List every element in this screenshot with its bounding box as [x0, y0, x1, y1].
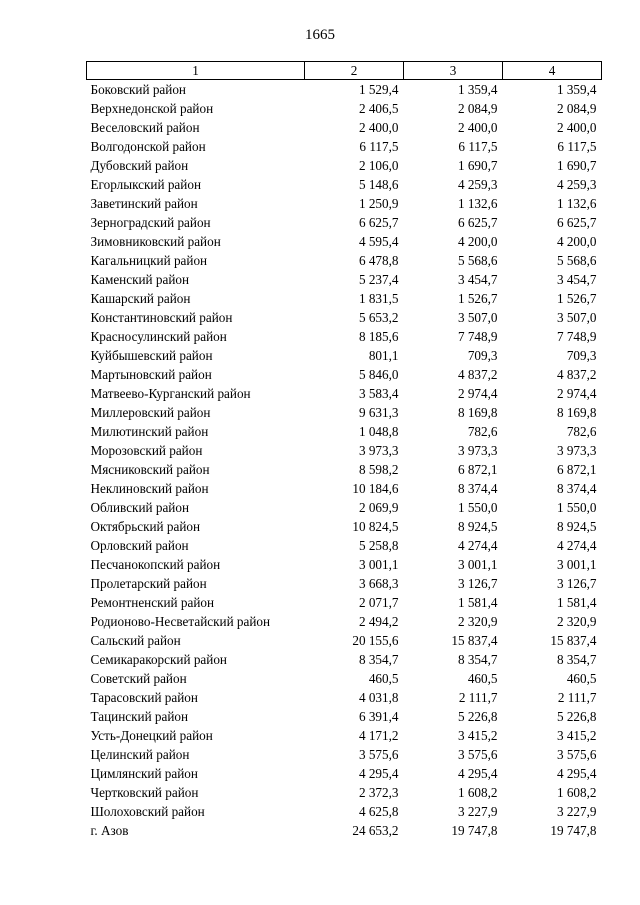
value-cell-col2: 2 406,5 — [358, 101, 399, 116]
value-cell-col2: 8 354,7 — [358, 652, 399, 667]
table-row — [87, 270, 602, 289]
value-cell-col3: 8 374,4 — [457, 481, 498, 496]
table-row — [87, 308, 602, 327]
value-cell-col2: 20 155,6 — [352, 633, 399, 648]
district-name-cell: Орловский район — [90, 538, 189, 553]
column-header: 2 — [305, 62, 404, 80]
district-name-cell: Верхнедонской район — [90, 101, 214, 116]
value-cell-col2: 2 494,2 — [358, 614, 399, 629]
value-cell-col2: 6 117,5 — [359, 139, 399, 154]
district-name-cell: Цимлянский район — [90, 766, 198, 781]
district-name-cell: Усть-Донецкий район — [90, 728, 213, 743]
table-row — [87, 574, 602, 593]
value-cell-col2: 3 668,3 — [358, 576, 399, 591]
value-cell-col3: 1 690,7 — [457, 158, 498, 173]
table-row — [87, 156, 602, 175]
page-number: 1665 — [305, 27, 335, 43]
table-row — [87, 289, 602, 308]
column-header: 3 — [404, 62, 503, 80]
value-cell-col3: 3 454,7 — [457, 272, 498, 287]
table-row — [87, 251, 602, 270]
value-cell-col3: 6 625,7 — [457, 215, 498, 230]
value-cell-col4: 1 581,4 — [556, 595, 597, 610]
table-row — [87, 517, 602, 536]
value-cell-col2: 10 824,5 — [352, 519, 399, 534]
value-cell-col2: 2 400,0 — [358, 120, 399, 135]
value-cell-col2: 3 973,3 — [358, 443, 399, 458]
value-cell-col3: 3 126,7 — [457, 576, 498, 591]
value-cell-col4: 8 374,4 — [556, 481, 597, 496]
value-cell-col4: 3 973,3 — [556, 443, 597, 458]
district-name-cell: Куйбышевский район — [90, 348, 213, 363]
value-cell-col4: 4 295,4 — [556, 766, 597, 781]
value-cell-col2: 1 250,9 — [358, 196, 399, 211]
value-cell-col4: 2 400,0 — [556, 120, 597, 135]
value-cell-col2: 6 478,8 — [358, 253, 399, 268]
value-cell-col2: 1 048,8 — [358, 424, 399, 439]
value-cell-col2: 24 653,2 — [352, 823, 399, 838]
value-cell-col3: 8 354,7 — [457, 652, 498, 667]
table-row — [87, 441, 602, 460]
table-row — [87, 726, 602, 745]
district-name-cell: Песчанокопский район — [90, 557, 221, 572]
table-row — [87, 213, 602, 232]
value-cell-col3: 4 274,4 — [457, 538, 498, 553]
table-row — [87, 688, 602, 707]
value-cell-col3: 1 526,7 — [457, 291, 498, 306]
district-name-cell: г. Азов — [90, 823, 129, 838]
value-cell-col2: 8 185,6 — [358, 329, 399, 344]
table-row — [87, 802, 602, 821]
value-cell-col3: 4 837,2 — [457, 367, 498, 382]
table-row — [87, 175, 602, 194]
table-row — [87, 669, 602, 688]
value-cell-col3: 3 001,1 — [457, 557, 498, 572]
value-cell-col4: 5 226,8 — [556, 709, 597, 724]
value-cell-col4: 6 872,1 — [556, 462, 597, 477]
table-row — [87, 365, 602, 384]
value-cell-col3: 2 084,9 — [457, 101, 498, 116]
value-cell-col2: 5 258,8 — [358, 538, 399, 553]
table-row — [87, 403, 602, 422]
district-name-cell: Заветинский район — [90, 196, 198, 211]
district-name-cell: Каменский район — [90, 272, 190, 287]
value-cell-col4: 3 126,7 — [556, 576, 597, 591]
district-name-cell: Целинский район — [90, 747, 190, 762]
value-cell-col2: 1 529,4 — [358, 82, 399, 97]
table-row — [87, 194, 602, 213]
value-cell-col4: 3 415,2 — [556, 728, 597, 743]
table-row — [87, 479, 602, 498]
table-row — [87, 783, 602, 802]
value-cell-col2: 6 625,7 — [358, 215, 399, 230]
value-cell-col3: 4 259,3 — [457, 177, 498, 192]
district-name-cell: Чертковский район — [90, 785, 199, 800]
value-cell-col2: 3 583,4 — [358, 386, 399, 401]
value-cell-col3: 3 575,6 — [457, 747, 498, 762]
district-name-cell: Константиновский район — [90, 310, 233, 325]
value-cell-col3: 3 973,3 — [457, 443, 498, 458]
value-cell-col4: 19 747,8 — [550, 823, 597, 838]
district-name-cell: Мартыновский район — [90, 367, 212, 382]
table-row — [87, 422, 602, 441]
value-cell-col3: 6 872,1 — [457, 462, 498, 477]
table-body — [87, 80, 602, 841]
value-cell-col3: 4 200,0 — [457, 234, 498, 249]
value-cell-col3: 782,6 — [467, 424, 498, 439]
value-cell-col2: 4 171,2 — [358, 728, 399, 743]
district-name-cell: Красносулинский район — [90, 329, 227, 344]
value-cell-col2: 2 069,9 — [358, 500, 399, 515]
table-row — [87, 745, 602, 764]
table-row — [87, 327, 602, 346]
value-cell-col2: 2 071,7 — [358, 595, 399, 610]
district-name-cell: Семикаракорский район — [90, 652, 227, 667]
value-cell-col3: 2 320,9 — [457, 614, 498, 629]
value-cell-col4: 2 974,4 — [556, 386, 597, 401]
district-name-cell: Кагальницкий район — [90, 253, 208, 268]
value-cell-col4: 4 200,0 — [556, 234, 597, 249]
value-cell-col3: 8 924,5 — [457, 519, 498, 534]
district-name-cell: Неклиновский район — [90, 481, 209, 496]
value-cell-col3: 5 568,6 — [457, 253, 498, 268]
value-cell-col2: 10 184,6 — [352, 481, 399, 496]
district-name-cell: Зимовниковский район — [90, 234, 221, 249]
value-cell-col4: 3 001,1 — [556, 557, 597, 572]
district-name-cell: Веселовский район — [90, 120, 200, 135]
table-row — [87, 460, 602, 479]
value-cell-col3: 1 132,6 — [457, 196, 498, 211]
value-cell-col3: 3 507,0 — [457, 310, 498, 325]
value-cell-col3: 3 415,2 — [457, 728, 498, 743]
district-name-cell: Дубовский район — [90, 158, 189, 173]
value-cell-col3: 460,5 — [467, 671, 498, 686]
district-name-cell: Егорлыкский район — [90, 177, 201, 192]
value-cell-col3: 709,3 — [467, 348, 498, 363]
value-cell-col4: 1 132,6 — [556, 196, 597, 211]
value-cell-col3: 15 837,4 — [451, 633, 498, 648]
table-row — [87, 650, 602, 669]
value-cell-col4: 6 625,7 — [556, 215, 597, 230]
district-name-cell: Родионово-Несветайский район — [90, 614, 271, 629]
value-cell-col3: 2 111,7 — [458, 690, 498, 705]
table-row — [87, 764, 602, 783]
table-header-row — [87, 62, 602, 80]
value-cell-col2: 4 031,8 — [358, 690, 399, 705]
district-name-cell: Тарасовский район — [90, 690, 198, 705]
value-cell-col4: 709,3 — [566, 348, 597, 363]
district-name-cell: Боковский район — [90, 82, 186, 97]
value-cell-col4: 1 526,7 — [556, 291, 597, 306]
value-cell-col4: 8 169,8 — [556, 405, 597, 420]
value-cell-col4: 782,6 — [566, 424, 597, 439]
value-cell-col2: 5 237,4 — [358, 272, 399, 287]
value-cell-col4: 15 837,4 — [550, 633, 597, 648]
value-cell-col4: 2 084,9 — [556, 101, 597, 116]
table-row — [87, 346, 602, 365]
value-cell-col4: 1 608,2 — [556, 785, 597, 800]
value-cell-col2: 5 846,0 — [358, 367, 399, 382]
value-cell-col4: 460,5 — [566, 671, 597, 686]
table-row — [87, 384, 602, 403]
table-row — [87, 821, 602, 840]
value-cell-col4: 1 359,4 — [556, 82, 597, 97]
value-cell-col2: 5 653,2 — [358, 310, 399, 325]
value-cell-col2: 5 148,6 — [358, 177, 399, 192]
value-cell-col3: 7 748,9 — [457, 329, 498, 344]
value-cell-col4: 3 227,9 — [556, 804, 597, 819]
district-name-cell: Зерноградский район — [90, 215, 211, 230]
district-name-cell: Морозовский район — [90, 443, 203, 458]
value-cell-col2: 3 001,1 — [358, 557, 399, 572]
value-cell-col4: 8 924,5 — [556, 519, 597, 534]
value-cell-col4: 4 274,4 — [556, 538, 597, 553]
district-name-cell: Сальский район — [90, 633, 181, 648]
table-row — [87, 137, 602, 156]
table-row — [87, 593, 602, 612]
value-cell-col4: 3 454,7 — [556, 272, 597, 287]
value-cell-col4: 1 550,0 — [556, 500, 597, 515]
value-cell-col4: 6 117,5 — [557, 139, 597, 154]
table-row — [87, 707, 602, 726]
value-cell-col2: 1 831,5 — [358, 291, 399, 306]
value-cell-col3: 1 359,4 — [457, 82, 498, 97]
table-row — [87, 612, 602, 631]
value-cell-col3: 6 117,5 — [458, 139, 498, 154]
value-cell-col2: 4 295,4 — [358, 766, 399, 781]
value-cell-col3: 1 581,4 — [457, 595, 498, 610]
value-cell-col3: 1 550,0 — [457, 500, 498, 515]
table-row — [87, 498, 602, 517]
value-cell-col4: 3 507,0 — [556, 310, 597, 325]
value-cell-col2: 4 595,4 — [358, 234, 399, 249]
column-header: 4 — [503, 62, 602, 80]
district-name-cell: Кашарский район — [90, 291, 191, 306]
value-cell-col4: 4 837,2 — [556, 367, 597, 382]
value-cell-col2: 9 631,3 — [358, 405, 399, 420]
district-name-cell: Советский район — [90, 671, 187, 686]
district-name-cell: Матвеево-Курганский район — [90, 386, 251, 401]
table-row — [87, 536, 602, 555]
district-name-cell: Мясниковский район — [90, 462, 210, 477]
value-cell-col4: 1 690,7 — [556, 158, 597, 173]
value-cell-col2: 4 625,8 — [358, 804, 399, 819]
value-cell-col2: 801,1 — [368, 348, 399, 363]
value-cell-col4: 4 259,3 — [556, 177, 597, 192]
value-cell-col3: 2 974,4 — [457, 386, 498, 401]
value-cell-col4: 7 748,9 — [556, 329, 597, 344]
table-row — [87, 555, 602, 574]
value-cell-col3: 1 608,2 — [457, 785, 498, 800]
value-cell-col3: 19 747,8 — [451, 823, 498, 838]
value-cell-col2: 460,5 — [368, 671, 399, 686]
district-name-cell: Пролетарский район — [90, 576, 207, 591]
value-cell-col4: 8 354,7 — [556, 652, 597, 667]
value-cell-col2: 8 598,2 — [358, 462, 399, 477]
value-cell-col3: 8 169,8 — [457, 405, 498, 420]
value-cell-col3: 3 227,9 — [457, 804, 498, 819]
value-cell-col2: 6 391,4 — [358, 709, 399, 724]
value-cell-col2: 2 372,3 — [358, 785, 399, 800]
data-table — [86, 61, 602, 840]
district-name-cell: Волгодонской район — [90, 139, 206, 154]
value-cell-col2: 3 575,6 — [358, 747, 399, 762]
district-name-cell: Тацинский район — [90, 709, 189, 724]
table-row — [87, 631, 602, 650]
value-cell-col3: 2 400,0 — [457, 120, 498, 135]
table-row — [87, 99, 602, 118]
table-row — [87, 118, 602, 137]
value-cell-col4: 3 575,6 — [556, 747, 597, 762]
district-name-cell: Милютинский район — [90, 424, 209, 439]
table-row — [87, 80, 602, 100]
value-cell-col4: 2 320,9 — [556, 614, 597, 629]
district-name-cell: Миллеровский район — [90, 405, 211, 420]
column-header: 1 — [87, 62, 305, 80]
value-cell-col3: 5 226,8 — [457, 709, 498, 724]
district-name-cell: Обливский район — [90, 500, 190, 515]
value-cell-col4: 5 568,6 — [556, 253, 597, 268]
value-cell-col4: 2 111,7 — [557, 690, 597, 705]
value-cell-col3: 4 295,4 — [457, 766, 498, 781]
district-name-cell: Шолоховский район — [90, 804, 205, 819]
district-name-cell: Ремонтненский район — [90, 595, 215, 610]
district-name-cell: Октябрьский район — [90, 519, 201, 534]
table-row — [87, 232, 602, 251]
value-cell-col2: 2 106,0 — [358, 158, 399, 173]
